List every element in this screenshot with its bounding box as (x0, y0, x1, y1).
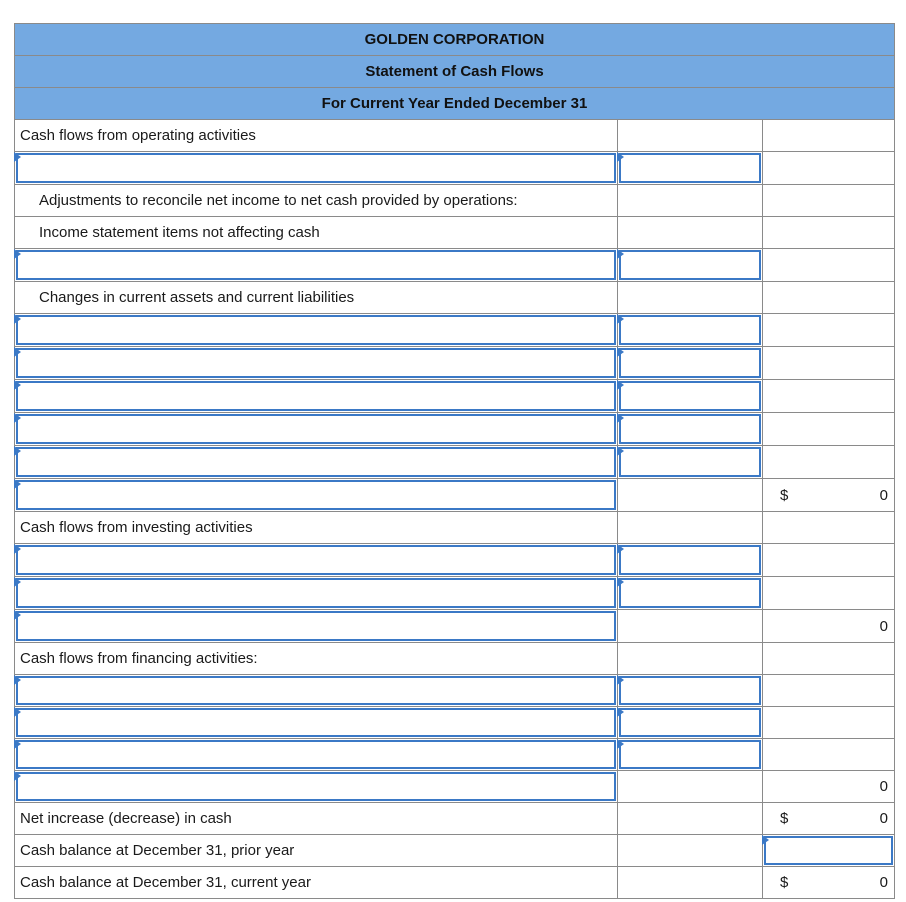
cash-flow-statement-table (14, 23, 895, 899)
current-balance-amount: 0 (879, 874, 888, 891)
dropdown-marker-icon (14, 249, 21, 259)
change-entry-row (14, 380, 895, 413)
dropdown-marker-icon (617, 675, 624, 685)
current-balance-label: Cash balance at December 31, current year (20, 874, 311, 891)
adjustments-row (14, 185, 895, 217)
operating-total-amount: 0 (879, 486, 888, 504)
operating-total-row (14, 479, 895, 512)
financing-total-label-input[interactable] (16, 772, 616, 801)
operating-title: Cash flows from operating activities (20, 127, 256, 144)
change-entry-row (14, 347, 895, 380)
investing-title: Cash flows from investing activities (20, 519, 253, 536)
changes-label: Changes in current assets and current liabilities (39, 289, 355, 306)
dropdown-marker-icon (617, 413, 624, 423)
dropdown-marker-icon (14, 707, 21, 717)
changes-row (14, 282, 895, 314)
operating-total-currency: $ (780, 486, 789, 504)
financing-total-row (14, 771, 895, 803)
change-label-input[interactable] (16, 381, 616, 411)
net-change-row (14, 803, 895, 835)
financing-title-row (14, 643, 895, 675)
investing-label-input[interactable] (16, 578, 616, 608)
change-amount-input[interactable] (619, 348, 761, 378)
change-label-input[interactable] (16, 348, 616, 378)
change-entry-row (14, 314, 895, 347)
investing-entry-row (14, 544, 895, 577)
investing-total-row (14, 610, 895, 643)
operating-total-label-input[interactable] (16, 480, 616, 510)
financing-label-input[interactable] (16, 676, 616, 705)
company-name-header: GOLDEN CORPORATION (14, 23, 895, 56)
dropdown-marker-icon (617, 446, 624, 456)
investing-entry-row (14, 577, 895, 610)
dropdown-marker-icon (14, 739, 21, 749)
dropdown-marker-icon (14, 446, 21, 456)
dropdown-marker-icon (14, 479, 21, 489)
prior-balance-amount-input[interactable] (764, 836, 893, 865)
prior-balance-row (14, 835, 895, 867)
non-cash-label-input[interactable] (16, 250, 616, 280)
dropdown-marker-icon (617, 314, 624, 324)
financing-amount-input[interactable] (619, 676, 761, 705)
prior-balance-label: Cash balance at December 31, prior year (20, 842, 295, 859)
dropdown-marker-icon (14, 544, 21, 554)
dropdown-marker-icon (14, 314, 21, 324)
investing-total-amount: 0 (879, 617, 888, 635)
financing-amount-input[interactable] (619, 708, 761, 737)
non-cash-amount-input[interactable] (619, 250, 761, 280)
financing-entry-row (14, 739, 895, 771)
dropdown-marker-icon (617, 577, 624, 587)
dropdown-marker-icon (617, 380, 624, 390)
dropdown-marker-icon (14, 577, 21, 587)
current-balance-currency: $ (780, 874, 789, 891)
change-entry-row (14, 413, 895, 446)
dropdown-marker-icon (617, 152, 624, 162)
dropdown-marker-icon (762, 835, 769, 845)
change-amount-input[interactable] (619, 315, 761, 345)
financing-amount-input[interactable] (619, 740, 761, 769)
dropdown-marker-icon (617, 739, 624, 749)
financing-label-input[interactable] (16, 740, 616, 769)
period-header: For Current Year Ended December 31 (14, 87, 895, 120)
current-balance-row (14, 867, 895, 899)
financing-entry-row (14, 707, 895, 739)
dropdown-marker-icon (14, 413, 21, 423)
change-label-input[interactable] (16, 414, 616, 444)
dropdown-marker-icon (14, 152, 21, 162)
adjustments-label: Adjustments to reconcile net income to net cash provided by operations: (39, 192, 518, 209)
financing-title: Cash flows from financing activities: (20, 650, 258, 667)
investing-label-input[interactable] (16, 545, 616, 575)
investing-amount-input[interactable] (619, 578, 761, 608)
investing-total-label-input[interactable] (16, 611, 616, 641)
dropdown-marker-icon (14, 675, 21, 685)
change-label-input[interactable] (16, 447, 616, 477)
net-income-row (14, 152, 895, 185)
change-entry-row (14, 446, 895, 479)
dropdown-marker-icon (14, 771, 21, 781)
dropdown-marker-icon (14, 380, 21, 390)
dropdown-marker-icon (14, 347, 21, 357)
net-change-label: Net increase (decrease) in cash (20, 810, 232, 827)
statement-title-header: Statement of Cash Flows (14, 55, 895, 88)
investing-title-row (14, 512, 895, 544)
net-change-amount: 0 (879, 810, 888, 827)
change-label-input[interactable] (16, 315, 616, 345)
change-amount-input[interactable] (619, 447, 761, 477)
non-cash-items-label: Income statement items not affecting cash (39, 224, 320, 241)
financing-entry-row (14, 675, 895, 707)
operating-title-row (14, 120, 895, 152)
non-cash-items-row (14, 217, 895, 249)
dropdown-marker-icon (617, 347, 624, 357)
financing-total-amount: 0 (879, 778, 888, 795)
investing-amount-input[interactable] (619, 545, 761, 575)
net-income-amount-input[interactable] (619, 153, 761, 183)
net-income-label-input[interactable] (16, 153, 616, 183)
change-amount-input[interactable] (619, 381, 761, 411)
dropdown-marker-icon (617, 544, 624, 554)
change-amount-input[interactable] (619, 414, 761, 444)
non-cash-entry-row (14, 249, 895, 282)
financing-label-input[interactable] (16, 708, 616, 737)
dropdown-marker-icon (14, 610, 21, 620)
dropdown-marker-icon (617, 707, 624, 717)
dropdown-marker-icon (617, 249, 624, 259)
net-change-currency: $ (780, 810, 789, 827)
